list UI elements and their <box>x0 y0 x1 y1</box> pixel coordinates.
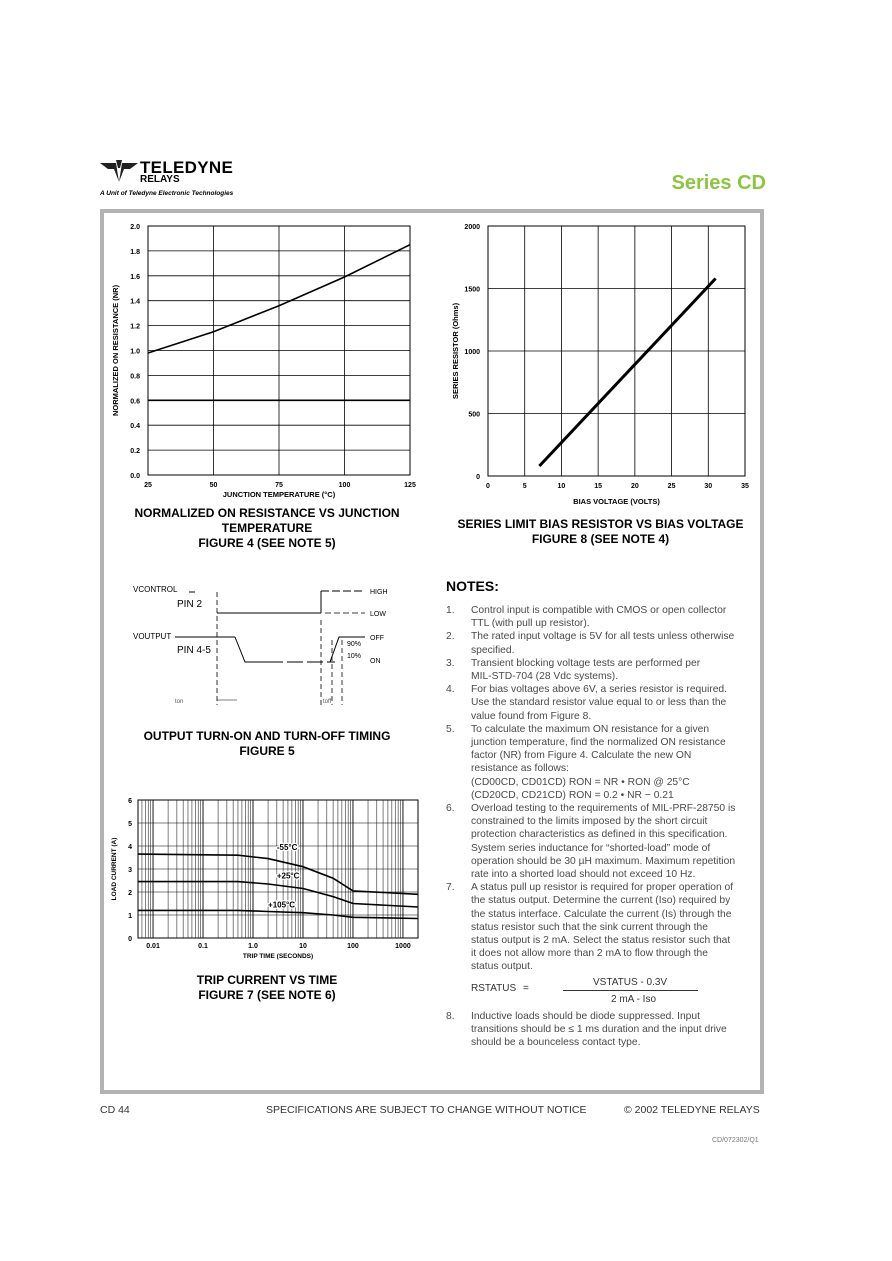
page-number: CD 44 <box>100 1104 130 1116</box>
x-tick-label: 5 <box>522 483 527 490</box>
figure7-chart <box>105 792 425 964</box>
note-text-line: the status interface. Calculate the current (Is) through the <box>471 908 732 920</box>
note-number: 2. <box>446 631 455 643</box>
figure8-caption <box>448 517 753 547</box>
y-tick-label: 6 <box>128 798 132 805</box>
document-code: CD/072302/Q1 <box>712 1137 759 1144</box>
y-tick-label: 2 <box>128 890 132 897</box>
note-text-line: it does not allow more than 2 mA to flow through the <box>471 948 708 960</box>
y-tick-label: 1000 <box>464 349 480 356</box>
x-tick-label: 1000 <box>395 943 411 950</box>
y-tick-label: 1 <box>128 913 132 920</box>
y-tick-label: 1.2 <box>130 323 140 331</box>
figure5-timing-diagram <box>125 580 405 710</box>
note-text-line: the status output. Determine the current (Iso) required by <box>471 895 731 907</box>
y-tick-label: 0.4 <box>130 423 140 431</box>
x-tick-label: 0.01 <box>146 943 160 950</box>
note-text-line: The rated input voltage is 5V for all tests unless otherwise <box>471 631 735 643</box>
y-tick-label: 0.0 <box>130 473 140 480</box>
x-axis-label: TRIP TIME (SECONDS) <box>242 953 314 960</box>
note-text-line: factor (NR) from Figure 4. Calculate the new ON <box>471 750 692 762</box>
x-axis-label: BIAS VOLTAGE (VOLTS) <box>573 497 660 506</box>
y-tick-label: 2.0 <box>130 224 140 231</box>
figure5-caption-line: OUTPUT TURN-ON AND TURN-OFF TIMING <box>143 729 391 743</box>
x-tick-label: 10 <box>557 483 566 490</box>
x-tick-label: 1.0 <box>248 943 258 950</box>
note-text-line: status output. <box>471 961 533 973</box>
figure7-caption <box>112 973 422 1003</box>
figure4-caption <box>112 506 422 551</box>
figure8-caption-line: SERIES LIMIT BIAS RESISTOR VS BIAS VOLTAGE <box>457 517 744 531</box>
x-tick-label: 10 <box>299 943 307 950</box>
series-label: +25°C <box>276 871 300 881</box>
y-axis-label: LOAD CURRENT (A) <box>111 837 118 901</box>
note-item <box>446 1010 754 1050</box>
note-text-line: status output is 2 mA. Select the status resistor such that <box>471 935 731 947</box>
voutput-label: VOUTPUT <box>133 632 172 641</box>
note-text-line: System series inductance for “shorted-load” mode of <box>471 842 711 854</box>
y-axis-label: NORMALIZED ON RESISTANCE (NR) <box>111 284 120 417</box>
note-text-line: To calculate the maximum ON resistance for a given <box>471 723 710 735</box>
footer-copyright: © 2002 TELEDYNE RELAYS <box>624 1104 760 1116</box>
y-tick-label: 4 <box>128 844 132 851</box>
x-axis-label: JUNCTION TEMPERATURE (°C) <box>222 490 336 499</box>
off-label: OFF <box>370 635 384 642</box>
note-number: 5. <box>446 723 455 735</box>
output-fall-edge <box>235 637 267 662</box>
x-tick-label: 0 <box>486 483 490 490</box>
x-tick-label: 20 <box>630 483 639 490</box>
ton-label: ton <box>175 699 184 705</box>
note-text-line: MIL-STD-704 (28 Vdc systems). <box>471 671 619 683</box>
toff-label: toff <box>323 699 332 705</box>
x-tick-label: 100 <box>338 482 351 489</box>
note-text-line: value found from Figure 8. <box>471 710 592 722</box>
y-axis-label: SERIES RESISTOR (Ohms) <box>451 302 460 400</box>
note-number: 1. <box>446 605 455 616</box>
note-text-line: (CD00CD, CD01CD) RON = NR • RON @ 25°C <box>471 776 690 788</box>
series-label: +105°C <box>268 900 296 910</box>
x-tick-label: 35 <box>741 483 749 490</box>
note-text-line: TTL (with pull up resistor). <box>471 618 590 630</box>
note-number: 7. <box>446 882 455 894</box>
notes-list <box>446 604 754 1049</box>
figure4-caption-line: FIGURE 4 (SEE NOTE 5) <box>198 536 336 550</box>
figure8-caption-line: FIGURE 8 (SEE NOTE 4) <box>531 532 670 546</box>
note-item <box>446 630 754 656</box>
x-tick-label: 25 <box>144 482 152 489</box>
note-number: 4. <box>446 684 455 696</box>
x-tick-label: 30 <box>704 483 713 490</box>
note-item <box>446 657 754 683</box>
note-text-line: junction temperature, find the normalized ON resistance <box>471 737 726 749</box>
note-text-line: Use the standard resistor value equal to or less than the <box>471 697 727 709</box>
figure5-caption-line: FIGURE 5 <box>239 744 295 758</box>
y-tick-label: 3 <box>128 867 132 874</box>
note-text-line: For bias voltages above 6V, a series resistor is required. <box>471 684 728 696</box>
y-tick-label: 1.8 <box>130 248 140 256</box>
note-text-line: Control input is compatible with CMOS or open collector <box>471 605 727 616</box>
note-item <box>446 881 754 973</box>
note-text-line: status resistor such that the sink current through the <box>471 921 708 933</box>
brand-tagline: A Unit of Teledyne Electronic Technologies <box>100 190 234 197</box>
y-tick-label: 1.0 <box>130 348 140 356</box>
figure8-chart <box>440 218 760 513</box>
y-tick-label: 500 <box>468 411 480 419</box>
footer-notice: SPECIFICATIONS ARE SUBJECT TO CHANGE WITHOUT NOTICE <box>266 1104 587 1116</box>
low-label: LOW <box>370 611 386 618</box>
x-tick-label: 50 <box>209 482 218 489</box>
note-text-line: should be a bounceless contact type. <box>471 1037 641 1049</box>
status-resistor-formula <box>471 974 754 1010</box>
formula-denominator: 2 mA - Iso <box>611 993 657 1005</box>
pin45-label: PIN 4-5 <box>177 645 211 656</box>
x-tick-label: 125 <box>404 482 416 489</box>
note-number: 3. <box>446 657 455 669</box>
note-text-line: Transient blocking voltage tests are performed per <box>471 657 701 669</box>
y-tick-label: 1500 <box>464 286 480 294</box>
formula-numerator: VSTATUS - 0.3V <box>593 976 668 988</box>
note-text-line: A status pull up resistor is required for proper operation of <box>471 882 734 894</box>
x-tick-label: 75 <box>275 482 283 489</box>
note-text-line: constrained to the limits imposed by the short circuit <box>471 816 708 828</box>
notes-title: NOTES: <box>446 578 499 594</box>
note-item <box>446 604 754 630</box>
x-tick-label: 15 <box>594 483 603 490</box>
figure4-chart <box>105 218 420 503</box>
note-item <box>446 802 754 881</box>
data-series-line <box>138 910 418 918</box>
note-text-line: transitions should be ≤ 1 ms duration and the input drive <box>471 1023 727 1035</box>
vcontrol-label: VCONTROL <box>133 585 178 594</box>
figure7-caption-line: FIGURE 7 (SEE NOTE 6) <box>198 988 336 1002</box>
series-label: -55°C <box>276 842 298 852</box>
note-text-line: protection characteristics as defined in this specification. <box>471 829 728 841</box>
note-text-line: Inductive loads should be diode suppressed. Input <box>471 1010 700 1022</box>
y-tick-label: 0 <box>476 474 480 481</box>
y-tick-label: 0.8 <box>130 373 140 381</box>
series-title: Series CD <box>671 172 766 194</box>
figure4-caption-line: TEMPERATURE <box>221 521 313 535</box>
data-series-line <box>539 279 715 467</box>
y-tick-label: 1.6 <box>130 273 140 281</box>
note-text-line: rate into a shorted load should not exceed 10 Hz. <box>471 869 696 881</box>
ten-percent-label: 10% <box>347 653 362 660</box>
y-tick-label: 0 <box>128 936 132 943</box>
note-text-line: Overload testing to the requirements of MIL-PRF-28750 is <box>471 803 736 815</box>
y-tick-label: 0.6 <box>130 398 140 406</box>
y-tick-label: 0.2 <box>130 448 140 456</box>
figure4-caption-line: NORMALIZED ON RESISTANCE VS JUNCTION <box>134 506 400 520</box>
note-number: 8. <box>446 1010 455 1022</box>
on-label: ON <box>370 658 381 665</box>
teledyne-emblem-icon <box>100 160 138 182</box>
pin2-label: PIN 2 <box>177 599 203 610</box>
brand-subtitle: RELAYS <box>140 174 180 185</box>
y-tick-label: 5 <box>128 821 132 828</box>
y-tick-label: 2000 <box>464 224 480 231</box>
x-tick-label: 0.1 <box>198 943 208 950</box>
x-tick-label: 25 <box>667 483 676 490</box>
company-logo <box>100 158 360 202</box>
formula-lhs: RSTATUS <box>471 982 517 994</box>
note-text-line: specified. <box>471 644 515 656</box>
figure7-caption-line: TRIP CURRENT VS TIME <box>196 973 338 987</box>
formula-fraction-bar <box>563 990 698 991</box>
note-item <box>446 683 754 723</box>
high-label: HIGH <box>370 589 388 596</box>
y-tick-label: 1.4 <box>130 298 140 306</box>
brand-name: TELEDYNE <box>140 158 234 177</box>
note-text-line: (CD20CD, CD21CD) RON = 0.2 • NR − 0.21 <box>471 789 674 801</box>
note-text-line: operation should be 30 µH maximum. Maximum repetition <box>471 855 736 867</box>
note-text-line: resistance as follows: <box>471 763 569 775</box>
note-item <box>446 723 754 802</box>
x-tick-label: 100 <box>347 943 359 950</box>
note-number: 6. <box>446 803 455 815</box>
formula-equals: = <box>523 982 529 994</box>
ninety-percent-label: 90% <box>347 641 362 648</box>
figure5-caption <box>112 729 422 759</box>
